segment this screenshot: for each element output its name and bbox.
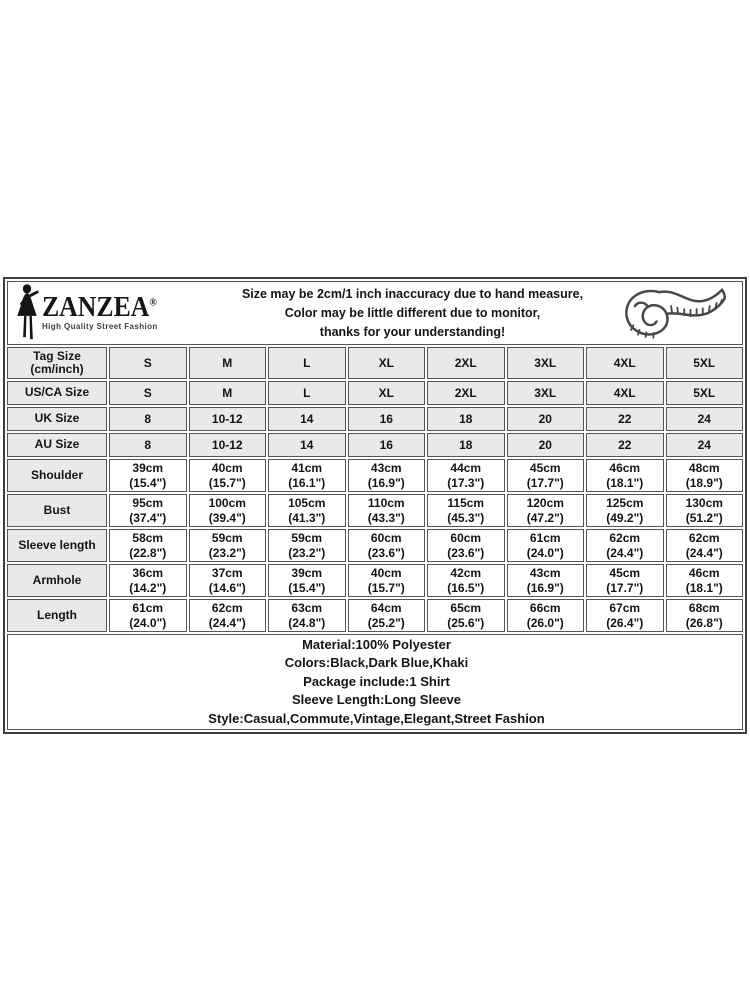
size-value-cell: 95cm (37.4") (109, 494, 187, 527)
size-value-cell: 18 (427, 407, 505, 431)
header-band-row (7, 281, 743, 345)
size-value-cell: 43cm (16.9") (507, 564, 585, 597)
table-row (7, 347, 743, 379)
table-row (7, 529, 743, 562)
size-value-cell: 68cm (26.8") (666, 599, 744, 632)
size-value-cell: 100cm (39.4") (189, 494, 267, 527)
table-row (7, 599, 743, 632)
size-value-cell: 63cm (24.8") (268, 599, 346, 632)
row-label: AU Size (7, 433, 107, 457)
row-label: Shoulder (7, 459, 107, 492)
size-value-cell: 120cm (47.2") (507, 494, 585, 527)
size-value-cell: 24 (666, 407, 744, 431)
header-band (7, 281, 743, 345)
size-value-cell: 14 (268, 433, 346, 457)
row-label: Armhole (7, 564, 107, 597)
tape-measure-icon (607, 286, 742, 340)
table-row (7, 433, 743, 457)
size-value-cell: 46cm (18.1") (666, 564, 744, 597)
size-value-cell: 59cm (23.2") (189, 529, 267, 562)
row-label: Bust (7, 494, 107, 527)
size-value-cell: 39cm (15.4") (268, 564, 346, 597)
size-value-cell: 105cm (41.3") (268, 494, 346, 527)
row-label: Length (7, 599, 107, 632)
size-value-cell: 62cm (24.4") (666, 529, 744, 562)
size-value-cell: 24 (666, 433, 744, 457)
size-value-cell: 22 (586, 407, 664, 431)
table-row (7, 494, 743, 527)
size-value-cell: 62cm (24.4") (189, 599, 267, 632)
size-value-cell: 10-12 (189, 433, 267, 457)
product-info (7, 634, 743, 730)
size-value-cell: 20 (507, 433, 585, 457)
brand-logo (8, 284, 218, 342)
size-value-cell: 22 (586, 433, 664, 457)
size-value-cell: 37cm (14.6") (189, 564, 267, 597)
disclaimer-line: thanks for your understanding! (319, 324, 506, 339)
size-value-cell: 20 (507, 407, 585, 431)
info-row (7, 634, 743, 730)
size-value-cell: 61cm (24.0") (507, 529, 585, 562)
size-value-cell: S (109, 381, 187, 405)
size-value-cell: 18 (427, 433, 505, 457)
size-value-cell: 16 (348, 407, 426, 431)
size-value-cell: 67cm (26.4") (586, 599, 664, 632)
size-value-cell: 4XL (586, 347, 664, 379)
size-value-cell: 42cm (16.5") (427, 564, 505, 597)
size-chart-table (3, 277, 747, 734)
size-value-cell: L (268, 381, 346, 405)
size-value-cell: 61cm (24.0") (109, 599, 187, 632)
size-value-cell: 58cm (22.8") (109, 529, 187, 562)
size-value-cell: 43cm (16.9") (348, 459, 426, 492)
size-value-cell: 8 (109, 433, 187, 457)
size-value-cell: 64cm (25.2") (348, 599, 426, 632)
size-value-cell: 2XL (427, 347, 505, 379)
size-value-cell: 3XL (507, 347, 585, 379)
size-table-body (7, 347, 743, 632)
size-value-cell: 40cm (15.7") (189, 459, 267, 492)
size-value-cell: 130cm (51.2") (666, 494, 744, 527)
disclaimer-line: Size may be 2cm/1 inch inaccuracy due to hand measure, (241, 286, 584, 301)
registered-mark: ® (149, 296, 157, 309)
size-value-cell: 62cm (24.4") (586, 529, 664, 562)
row-label: US/CA Size (7, 381, 107, 405)
info-sleeve-length: Sleeve Length:Long Sleeve (291, 692, 462, 708)
size-value-cell: 39cm (15.4") (109, 459, 187, 492)
row-label: UK Size (7, 407, 107, 431)
disclaimer-text (218, 285, 607, 342)
size-value-cell: 8 (109, 407, 187, 431)
size-value-cell: 46cm (18.1") (586, 459, 664, 492)
size-value-cell: 3XL (507, 381, 585, 405)
size-value-cell: 66cm (26.0") (507, 599, 585, 632)
size-value-cell: 5XL (666, 347, 744, 379)
size-value-cell: 60cm (23.6") (427, 529, 505, 562)
size-value-cell: 44cm (17.3") (427, 459, 505, 492)
size-chart-panel (3, 277, 747, 734)
size-value-cell: 4XL (586, 381, 664, 405)
size-value-cell: L (268, 347, 346, 379)
size-value-cell: 125cm (49.2") (586, 494, 664, 527)
size-value-cell: 59cm (23.2") (268, 529, 346, 562)
size-value-cell: 65cm (25.6") (427, 599, 505, 632)
size-value-cell: 60cm (23.6") (348, 529, 426, 562)
size-value-cell: 5XL (666, 381, 744, 405)
info-material: Material:100% Polyester (302, 636, 451, 652)
size-value-cell: 45cm (17.7") (507, 459, 585, 492)
size-value-cell: M (189, 347, 267, 379)
size-value-cell: 2XL (427, 381, 505, 405)
info-package: Package include:1 Shirt (303, 673, 450, 689)
disclaimer-line: Color may be little different due to monitor, (284, 305, 541, 320)
info-colors: Colors:Black,Dark Blue,Khaki (284, 655, 469, 671)
row-label: Tag Size (cm/inch) (7, 347, 107, 379)
size-value-cell: XL (348, 347, 426, 379)
size-value-cell: 36cm (14.2") (109, 564, 187, 597)
brand-name: ZANZEA® (42, 292, 157, 323)
size-value-cell: 48cm (18.9") (666, 459, 744, 492)
size-value-cell: S (109, 347, 187, 379)
table-row (7, 381, 743, 405)
size-value-cell: XL (348, 381, 426, 405)
size-value-cell: 45cm (17.7") (586, 564, 664, 597)
size-value-cell: 16 (348, 433, 426, 457)
brand-tagline: High Quality Street Fashion (42, 322, 158, 331)
size-value-cell: 10-12 (189, 407, 267, 431)
table-row (7, 564, 743, 597)
size-value-cell: 41cm (16.1") (268, 459, 346, 492)
table-row (7, 459, 743, 492)
size-value-cell: 110cm (43.3") (348, 494, 426, 527)
size-value-cell: 115cm (45.3") (427, 494, 505, 527)
size-value-cell: 40cm (15.7") (348, 564, 426, 597)
row-label: Sleeve length (7, 529, 107, 562)
size-value-cell: M (189, 381, 267, 405)
size-value-cell: 14 (268, 407, 346, 431)
info-style: Style:Casual,Commute,Vintage,Elegant,Street Fashion (208, 710, 545, 726)
woman-silhouette-icon (14, 284, 40, 342)
table-row (7, 407, 743, 431)
